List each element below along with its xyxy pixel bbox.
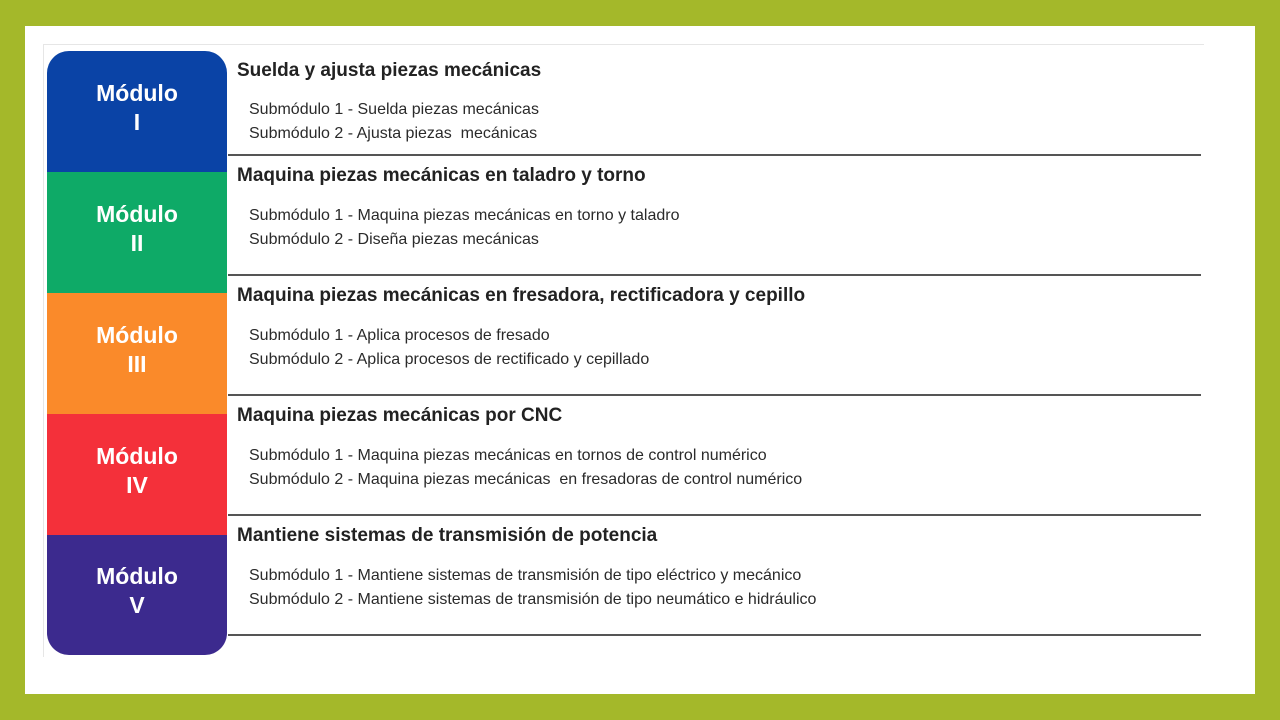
module-label: Módulo [96, 200, 178, 227]
module-title: Suelda y ajusta piezas mecánicas [237, 60, 542, 81]
module-badge-3 [47, 293, 227, 414]
module-row-3 [228, 276, 1201, 396]
submodule-list [249, 324, 649, 372]
submodule-item: Submódulo 1 - Suelda piezas mecánicas [249, 101, 539, 118]
module-column [47, 51, 227, 655]
module-title: Maquina piezas mecánicas por CNC [237, 405, 563, 426]
slide [25, 26, 1255, 694]
submodule-item: Submódulo 2 - Ajusta piezas mecánicas [249, 125, 538, 142]
module-label: Módulo [96, 442, 178, 469]
module-numeral: I [133, 108, 141, 135]
module-badge-2 [47, 172, 227, 293]
submodule-item: Submódulo 1 - Mantiene sistemas de transmisión de tipo eléctrico y mecánico [249, 567, 802, 584]
module-numeral: III [127, 350, 147, 377]
module-row-5 [228, 516, 1201, 636]
module-numeral: V [129, 592, 145, 618]
module-numeral: II [130, 229, 144, 256]
submodule-list [249, 444, 802, 492]
submodule-list [249, 204, 679, 252]
module-title: Maquina piezas mecánicas en fresadora, rectificadora y cepillo [237, 285, 806, 306]
submodule-item: Submódulo 2 - Mantiene sistemas de transmisión de tipo neumático e hidráulico [249, 591, 817, 608]
submodule-item: Submódulo 2 - Diseña piezas mecánicas [249, 231, 539, 248]
module-title: Mantiene sistemas de transmisión de potencia [237, 525, 658, 546]
module-label: Módulo [96, 79, 178, 106]
module-badge-1 [47, 51, 227, 172]
module-label: Módulo [96, 321, 178, 348]
module-badge-4 [47, 414, 227, 535]
submodule-item: Submódulo 1 - Maquina piezas mecánicas en tornos de control numérico [249, 447, 767, 464]
submodule-item: Submódulo 2 - Aplica procesos de rectificado y cepillado [249, 351, 650, 368]
module-numeral: IV [126, 471, 148, 498]
module-row-2 [228, 156, 1201, 276]
submodule-list [249, 564, 816, 612]
module-row-1 [228, 51, 1201, 156]
module-row-4 [228, 396, 1201, 516]
module-title: Maquina piezas mecánicas en taladro y torno [237, 165, 646, 186]
module-label: Módulo [96, 563, 178, 589]
submodule-item: Submódulo 1 - Aplica procesos de fresado [249, 327, 550, 344]
module-badge-5 [47, 535, 227, 655]
submodule-list [249, 98, 539, 146]
submodule-item: Submódulo 1 - Maquina piezas mecánicas en torno y taladro [249, 207, 680, 224]
module-details [228, 51, 1201, 636]
submodule-item: Submódulo 2 - Maquina piezas mecánicas en fresadoras de control numérico [249, 471, 803, 488]
